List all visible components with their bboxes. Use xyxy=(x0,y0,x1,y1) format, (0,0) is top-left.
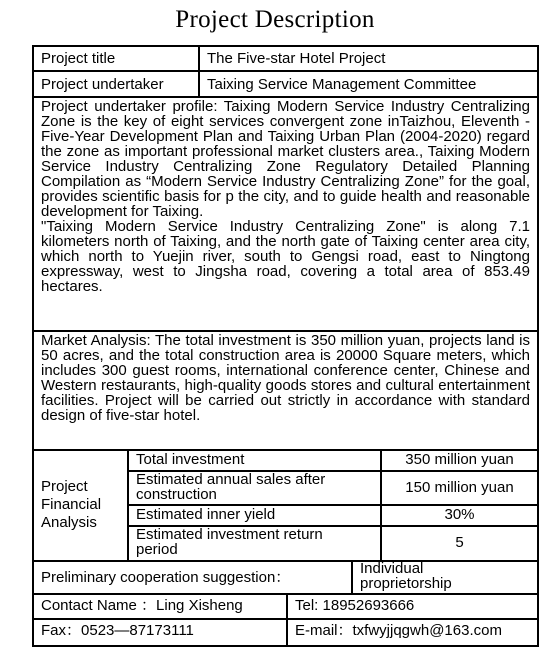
financial-row-label-line: period xyxy=(136,541,178,558)
undertaker-label: Project undertaker xyxy=(41,76,164,93)
table-border-top xyxy=(32,45,539,47)
financial-label-line: Project xyxy=(41,478,88,495)
fax: Fax：0523—87173111 xyxy=(41,622,194,639)
financial-row-label: Estimated inner yield xyxy=(136,506,276,523)
table-border-right xyxy=(537,45,539,647)
profile-paragraph-2: "Taixing Modern Service Industry Centralizing Zone" is along 7.1 kilometers north of Taixing, and the north gate of Taixing center area city, which north to Yuejin river, south to Gengsi road, east to Ningtong expressway, west to Jingsha road, covering a total area of 853.49 hectares. xyxy=(41,218,530,295)
financial-label-line: Analysis xyxy=(41,514,97,531)
table-border-left xyxy=(32,45,34,647)
financial-row-value: 150 million yuan xyxy=(405,479,514,496)
financial-row-value: 30% xyxy=(444,506,475,523)
page-title: Project Description xyxy=(175,6,375,33)
col-divider xyxy=(351,560,353,595)
financial-label xyxy=(41,478,101,532)
financial-row-label-line: Estimated investment return xyxy=(136,526,323,543)
market-analysis: Market Analysis: The total investment is 350 million yuan, projects land is 50 acres, and the total construction area is 20000 Square meters, which includes 300 guest rooms, international conference center, Chinese and Western restaurants, high-quality goods stores and cultural entertainment facilities. Project will be carried out strictly in accordance with standard design of five-star hotel. xyxy=(41,332,530,424)
undertaker-profile xyxy=(41,99,530,294)
cooperation-value-line: Individual xyxy=(360,560,424,577)
col-divider xyxy=(286,593,288,647)
contact-name: Contact Name ：Ling Xisheng xyxy=(41,597,243,614)
financial-row-value: 350 million yuan xyxy=(405,451,514,468)
email: E-mail：txfwyjjqgwh@163.com xyxy=(295,622,502,639)
financial-label-line: Financial xyxy=(41,496,102,513)
profile-paragraph-1: Project undertaker profile: Taixing Modern Service Industry Centralizing Zone is the key of eight services convergent zone inTaizhou, Eleventh -Five-Year Development Plan and Taixing Urban Plan (2004-2020) regard the zone as important professional market clusters area., Taixing Modern Service Industry Centralizing Zone Regulatory Detailed Planning Compilation as “Modern Service Industry Centralizing Zone” for the goal, provides scientific basis for p the city, and to guide health and reasonable development for Taixing. xyxy=(41,98,530,220)
project-title-label: Project title xyxy=(41,50,116,67)
row-divider xyxy=(32,70,539,72)
financial-row-label-line: construction xyxy=(136,486,217,503)
tel: Tel: 18952693666 xyxy=(295,597,415,614)
project-title-value: The Five-star Hotel Project xyxy=(207,50,386,67)
financial-row-label xyxy=(136,527,323,557)
cooperation-value xyxy=(360,561,452,591)
financial-row-label-line: Estimated annual sales after xyxy=(136,471,326,488)
financial-row-label xyxy=(136,472,325,502)
undertaker-value: Taixing Service Management Committee xyxy=(207,76,477,93)
col-divider xyxy=(127,449,129,562)
cooperation-label: Preliminary cooperation suggestion： xyxy=(41,569,291,586)
col-divider xyxy=(198,45,200,98)
row-divider xyxy=(32,560,539,562)
cooperation-value-line: proprietorship xyxy=(360,575,452,592)
financial-row-value: 5 xyxy=(455,534,464,551)
financial-row-label: Total investment xyxy=(136,451,245,468)
